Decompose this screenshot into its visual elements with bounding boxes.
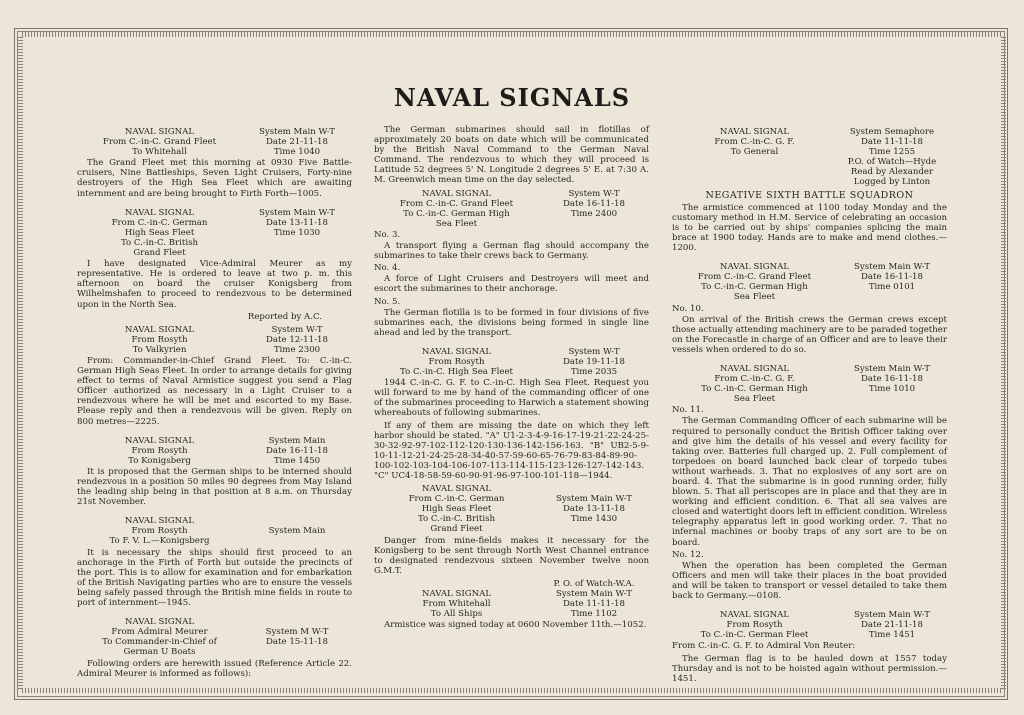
signal-text: Armistice was signed today at 0600 November 11th.—1052. xyxy=(384,620,647,631)
signal-header: NAVAL SIGNAL From C.-in-C. G. F. To General System Semaphore Date 11-11-18 Time 1255 P.O. of Watch—Hyde Read by Alexander Logged by Linton xyxy=(714,127,937,188)
signal-text: 1944 C.-in-C. G. F. to C.-in-C. High Sea Fleet. Request you will forward to me by hand of the commanding officer of one of the submarines proceeding to Harwich a statement showing whereabouts of following submarines. xyxy=(374,378,649,419)
signal-header: NAVAL SIGNAL From C.-in-C. Grand Fleet To C.-in-C. German High Sea Fleet System W-T Date 16-11-18 Time 2400 xyxy=(399,188,625,229)
signal-text: The German Commanding Officer of each submarine will be required to personally conduct the British Officer taking over and give him the details of his vessel and every facility for taking over. Batteries full charged up. 2. Full complement of torpedoes on board launched back clear of torpedo tubes without warheads. 3. That no explosives of any sort are on board. 4. That the submarine is in good running order, fully blown. 5. That all periscopes are in place and that they are in working and efficient condition. 6. That all sea valves are closed and watertight doors left in efficient condition. Wireless telegraphy apparatus left in good working order. 7. That no infernal machines or booby traps of any sort are to be on board. xyxy=(672,416,947,548)
signal-text: The Grand Fleet met this morning at 0930 Five Battle-cruisers, Nine Battleships, Seven Light Cruisers, Forty-nine destroyers of the High Sea Fleet which are awaiting internment and are being brought to Firth Forth—1005. xyxy=(77,158,352,199)
signal-text: It is proposed that the German ships to be interned should rendezvous in a position 50 miles 90 degrees from May Island the leading ship being in that position at 8 a.m. on Thursday 21st November. xyxy=(77,466,352,508)
signal-text: When the operation has been completed the German Officers and men will take their places in the boat provided and will be taken to transport or vessel detailed to take them back to Germany.—0108. xyxy=(672,560,947,602)
signal-text: The armistice commenced at 1100 today Monday and the customary method in H.M. Service of celebrating an occasion is to be carried out by ships' companies splicing the main brace at 1900 today. Hands are to make and mend clothes.—1200. xyxy=(672,202,947,254)
order-number: No. 12. xyxy=(672,549,704,560)
signal-header: NAVAL SIGNAL From Whitehall To All Ships P. O. of Watch-W.A. System Main W-T Date 11-11-18 Time 1102 xyxy=(421,578,635,620)
signal-header: NAVAL SIGNAL From C.-in-C. Grand Fleet To Whitehall System Main W-T Date 21-11-18 Time 1040 xyxy=(102,127,336,158)
signal-header: NAVAL SIGNAL From Rosyth To Valkyrien System W-T Date 12-11-18 Time 2300 xyxy=(124,324,328,355)
signal-text: The German flotilla is to be formed in four divisions of five submarines each, the divisions being formed in single line ahead and led by the transport. xyxy=(374,307,649,338)
signal-text: The German submarines should sail in flotillas of approximately 20 boats on date which will be communicated by the British Naval Command to the German Naval Command. The rendezvous to which they will proceed is Latitude 52 degrees 5' N. Longitude 2 degrees 5' E. at 7:30 A. M. Greenwich mean time on the day selected. xyxy=(374,125,649,186)
signal-text: Danger from mine-fields makes it necessary for the Konigsberg to be sent through North West Channel entrance to designated rendezvous sixteen November twelve noon G.M.T. xyxy=(374,535,649,576)
signal-header: NAVAL SIGNAL From Rosyth To F. V. L.—Konigsberg System Main xyxy=(109,516,326,547)
signal-text: The German flag is to be hauled down at 1557 today Thursday and is not to be hoisted again without permission.—1451. xyxy=(672,653,947,684)
column-2 xyxy=(374,124,649,632)
border-hatch-bottom xyxy=(22,688,1002,693)
border-hatch-left xyxy=(18,36,23,689)
signal-text: If any of them are missing the date on which they left harbor should be stated. "A" U1-2-3-4-9-16-17-19-21-22-24-25-30-32-92-97-102-112-120-130-136-142-156-163. "B" UB2-5-9-10-11-12-21-24-25-28-34-40-57-59-60-65-76-79-83-84-89-90-100-102-103-104-106-107-113-114-115-123-126-127-142-143. "C" UC4-18-58-59-60-90-91-96-97-100-101-118—1944. xyxy=(374,420,649,481)
border-hatch-top xyxy=(22,32,1002,37)
section-heading: NEGATIVE SIXTH BATTLE SQUADRON xyxy=(705,189,914,201)
signal-header: NAVAL SIGNAL From C.-in-C. G. F. To C.-in-C. German High Sea Fleet System Main W-T Date 16-11-18 Time 1010 xyxy=(701,363,931,405)
reported-by: Reported by A.C. xyxy=(247,311,322,322)
signal-header: NAVAL SIGNAL From C.-in-C. German High Seas Fleet To C.-in-C. British Grand Fleet System Main W-T Date 13-11-18 Time 1030 xyxy=(111,207,336,259)
column-3 xyxy=(672,124,947,686)
signal-header: NAVAL SIGNAL From Rosyth To Konigsberg System Main Date 16-11-18 Time 1450 xyxy=(124,435,328,466)
signal-header: NAVAL SIGNAL From C.-in-C. German High Seas Fleet To C.-in-C. British Grand Fleet System Main W-T Date 13-11-18 Time 1430 xyxy=(408,484,633,535)
order-number: No. 4. xyxy=(374,263,401,274)
signal-text: I have designated Vice-Admiral Meurer as my representative. He is ordered to leave at two p. m. this afternoon on board the cruiser Konigsberg from Wilhelmshafen to proceed to rendezvous to be determined upon in the North Sea. xyxy=(77,259,352,310)
page-title: NAVAL SIGNALS xyxy=(393,83,631,112)
order-number: No. 5. xyxy=(374,296,401,307)
signal-header: NAVAL SIGNAL From Rosyth To C.-in-C. High Sea Fleet System W-T Date 19-11-18 Time 2035 xyxy=(400,346,625,378)
order-number: No. 3. xyxy=(374,229,401,240)
signal-from-line: From C.-in-C. G. F. to Admiral Von Reuter: xyxy=(672,641,856,652)
signal-text: Following orders are herewith issued (Reference Article 22. Admiral Meurer is informed as follows): xyxy=(77,658,352,679)
signal-text: On arrival of the British crews the German crews except those actually attending machinery are to be paraded together on the Forecastle in charge of an Officer and are to leave their vessels when ordered to do so. xyxy=(672,314,947,355)
signal-header: NAVAL SIGNAL From Admiral Meurer To Commander-in-Chief of German U Boats System M W-T Date 15-11-18 xyxy=(102,617,329,658)
signal-text: A transport flying a German flag should accompany the submarines to take their crews back to Germany. xyxy=(374,241,649,262)
column-1 xyxy=(77,124,352,681)
order-number: No. 10. xyxy=(672,303,704,314)
border-hatch-right xyxy=(1001,36,1006,689)
signal-text: From: Commander-in-Chief Grand Fleet. To: C.-in-C. German High Seas Fleet. In order to arrange details for giving effect to terms of Naval Armistice suggest you send a Flag Officer authorized as necessary in a Light Cruiser to a rendezvous where he will be met and escorted to my Base. Please reply and then a rendezvous will be given. Reply on 800 metres—2225. xyxy=(77,355,352,427)
signal-header: NAVAL SIGNAL From C.-in-C. Grand Fleet To C.-in-C. German High Sea Fleet System Main W-T Date 16-11-18 Time 0101 xyxy=(697,262,931,303)
signal-header: NAVAL SIGNAL From Rosyth To C.-in-C. German Fleet System Main W-T Date 21-11-18 Time 1451 xyxy=(700,610,931,641)
signal-text: A force of Light Cruisers and Destroyers will meet and escort the submarines to their anchorage. xyxy=(374,274,649,295)
order-number: No. 11. xyxy=(672,405,704,416)
signal-text: It is necessary the ships should first proceed to an anchorage in the Firth of Forth but outside the precincts of the port. This is to allow for examination and for embarkation of the British Navigating parties who are to ensure the vessels being safely passed through the British mine fields in route to port of internment—1945. xyxy=(77,547,352,609)
